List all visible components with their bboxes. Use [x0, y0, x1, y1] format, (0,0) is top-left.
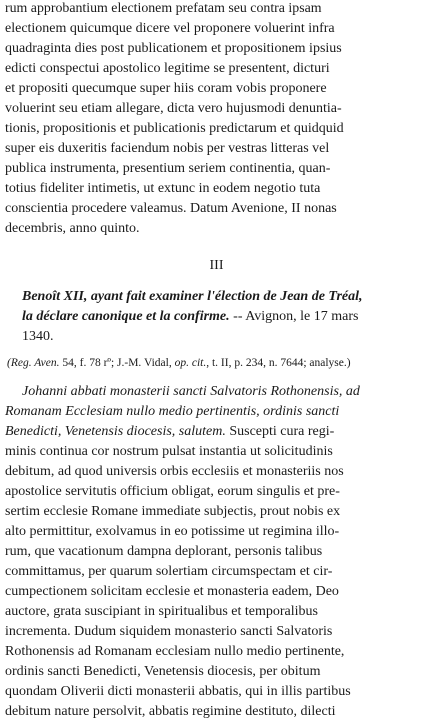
- reference-op-cit: op. cit.: [174, 357, 207, 369]
- address-line: [5, 424, 334, 440]
- text-line: auctore, grata suscipiant in spiritualibus et temporalibus: [5, 604, 318, 619]
- text-line: debitum nature persolvit, abbatis regimine destituto, dilecti: [5, 704, 336, 719]
- address-line: Romanam Ecclesiam nullo medio pertinentis, ordinis sancti: [5, 404, 340, 419]
- source-reference: [7, 355, 351, 371]
- text-line: electionem quicumque dicere vel proponere voluerint infra: [5, 21, 335, 36]
- text-line: Rothonensis ad Romanam ecclesiam nullo medio pertinente,: [5, 644, 345, 659]
- text-line: rum approbantium electionem prefatam seu contra ipsam: [5, 1, 322, 16]
- address-salutation: Benedicti, Venetensis diocesis, salutem.: [5, 424, 226, 439]
- reference-tail: , t. II, p. 234, n. 7644; analyse.): [206, 357, 351, 369]
- section-number: III: [209, 258, 224, 273]
- heading-date: -- Avignon, le 17 mars: [229, 309, 359, 324]
- text-line: tionis, propositionis et publicationis predictarum et quidquid: [5, 121, 344, 136]
- text-line: alto permittitur, exolvamus in eo potissime ut regimina illo-: [5, 524, 340, 539]
- text-line: minis continua cor nostrum pulsat instantia ut solicitudinis: [5, 444, 333, 459]
- text-line: conscientia procedere valeamus. Datum Avenione, II nonas: [5, 201, 337, 216]
- text-line: decembris, anno quinto.: [5, 221, 140, 236]
- text-line: sertim ecclesie Romane immediate subjectis, prout nobis ex: [5, 504, 341, 519]
- reference-detail: 54, f. 78 rº; J.-M. Vidal,: [59, 357, 175, 369]
- text-line: et propositi quecumque super hiis coram vobis proponere: [5, 81, 327, 96]
- text-line: cumpectionem solicitam ecclesie et monasteria eadem, Deo: [5, 584, 339, 599]
- reference-source: (Reg. Aven.: [7, 357, 60, 369]
- heading-italic: la déclare canonique et la confirme.: [22, 309, 230, 324]
- heading-line: Benoît XII, ayant fait examiner l'élection de Jean de Tréal,: [22, 289, 363, 304]
- text-line: voluerint seu etiam allegare, dicta vero hujusmodi denuntia-: [5, 101, 342, 116]
- text-line: quondam Oliverii dicti monasterii abbatis, qui in illis partibus: [5, 684, 351, 699]
- text-line: totius fideliter intimetis, ut extunc in eodem negotio tuta: [5, 181, 321, 196]
- text-line: debitum, ad quod universis orbis ecclesiis et monasteriis nos: [5, 464, 344, 479]
- text-line: edicti conspectui apostolico legitime se presentent, dicturi: [5, 61, 330, 76]
- heading-line: [22, 309, 359, 325]
- text-line: incrementa. Dudum siquidem monasterio sancti Salvatoris: [5, 624, 333, 639]
- text-line: quadraginta dies post publicationem et propositionem ipsius: [5, 41, 342, 56]
- text-line: apostolice servitutis officium obligat, eorum singulis et pre-: [5, 484, 340, 499]
- address-line: Johanni abbati monasterii sancti Salvatoris Rothonensis, ad: [22, 384, 360, 399]
- text-line: super eis duxeritis faciendum nobis per vestras litteras vel: [5, 141, 330, 156]
- text-line: publica instrumenta, presentium seriem continentia, quan-: [5, 161, 331, 176]
- incipit: Suscepti cura regi-: [225, 424, 335, 439]
- text-line: rum, que vacationum dampna deplorant, personis talibus: [5, 544, 323, 559]
- heading-year: 1340.: [22, 329, 54, 344]
- text-line: committamus, per quarum solertiam circumspectam et cir-: [5, 564, 333, 579]
- text-line: ordinis sancti Benedicti, Venetensis diocesis, per obitum: [5, 664, 321, 679]
